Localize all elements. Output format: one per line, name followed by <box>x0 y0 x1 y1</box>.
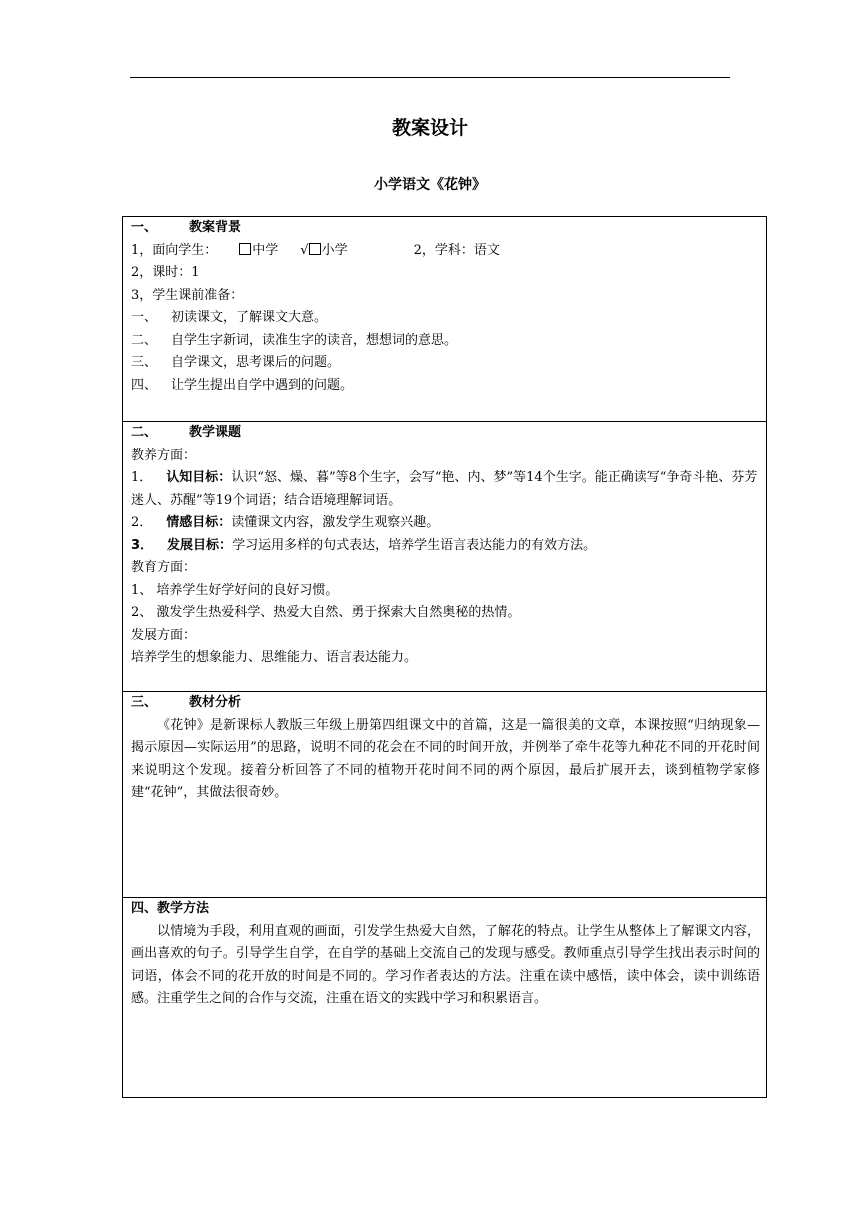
checkbox-primary-icon <box>309 243 321 255</box>
development-text: 培养学生的想象能力、思维能力、语言表达能力。 <box>131 650 418 665</box>
section-number: 一、 <box>131 220 158 235</box>
prep-line: 3，学生课前准备： <box>131 287 244 303</box>
option-middle: 中学 <box>252 242 279 258</box>
section-number: 二、 <box>131 425 158 440</box>
material-paragraph: 《花钟》是新课标人教版三年级上册第四组课文中的首篇，这是一篇很美的文章，本课按照“归纳现象—揭示原因—实际运用”的思路，说明不同的花会在不同的时间开放，并例举了牵牛花等九种花不同的开花时间来说明这个发现。接着分析回答了不同的植物开花时间不同的两个原因，最后扩展开去，谈到植物学家修建“花钟”，其做法很奇妙。 <box>131 717 760 800</box>
student-label: 1，面向学生： <box>131 242 218 258</box>
section-heading <box>131 422 760 445</box>
student-line <box>131 240 760 263</box>
prep-item: 一、 初读课文，了解课文大意。 <box>131 310 328 325</box>
goal-cognitive: 1． 认知目标：认识“怒、燥、暮”等8个生字，会写“艳、内、梦”等14个生字。能正确读写“争奇斗艳、芬芳迷人、苏醒”等19个词语；结合语境理解词语。 <box>131 470 758 508</box>
section-heading <box>131 692 760 715</box>
prep-item: 四、 让学生提出自学中遇到的问题。 <box>131 377 354 393</box>
section-title: 教材分析 <box>189 695 242 710</box>
section-number: 三、 <box>131 695 158 710</box>
hours-line: 2，课时：1 <box>131 265 200 280</box>
development-label: 发展方面： <box>131 627 197 643</box>
section-material <box>123 691 766 897</box>
goal-emotion: 2． 情感目标：读懂课文内容，激发学生观察兴趣。 <box>131 515 440 530</box>
page-subtitle: 小学语文《花钟》 <box>374 177 486 193</box>
goal-development: 3． 发展目标：学习运用多样的句式表达，培养学生语言表达能力的有效方法。 <box>131 537 597 553</box>
page-title: 教案设计 <box>391 117 468 139</box>
cultivation-label: 教养方面： <box>131 447 197 463</box>
section-topic <box>123 421 766 691</box>
lesson-plan-table <box>122 216 767 1098</box>
section-heading <box>131 217 760 240</box>
prep-item: 三、 自学课文，思考课后的问题。 <box>131 355 341 370</box>
subject-line: 2，学科：语文 <box>413 242 500 258</box>
section-title: 教学课题 <box>189 425 242 440</box>
section-title: 四、教学方法 <box>131 901 210 916</box>
education-label: 教育方面： <box>131 560 197 575</box>
prep-item: 二、 自学生字新词，读准生字的读音，想想词的意思。 <box>131 332 458 348</box>
section-background <box>123 217 766 421</box>
section-title: 教案背景 <box>189 220 242 235</box>
option-primary: 小学 <box>321 242 348 258</box>
education-item: 2、 激发学生热爱科学、热爱大自然、勇于探索大自然奥秘的热情。 <box>131 605 521 620</box>
education-item: 1、 培养学生好学好问的良好习惯。 <box>131 582 339 598</box>
check-mark: √ <box>300 242 309 258</box>
checkbox-middle-icon <box>239 243 251 255</box>
header-rule <box>130 77 730 78</box>
section-method <box>123 897 766 1097</box>
method-paragraph: 以情境为手段，利用直观的画面，引发学生热爱大自然，了解花的特点。让学生从整体上了解课文内容，画出喜欢的句子。引导学生自学，在自学的基础上交流自己的发现与感受。教师重点引导学生找出表示时间的词语，体会不同的花开放的时间是不同的。学习作者表达的方法。注重在读中感悟，读中体会，读中训练语感。注重学生之间的合作与交流，注重在语文的实践中学习和积累语言。 <box>131 923 760 1006</box>
